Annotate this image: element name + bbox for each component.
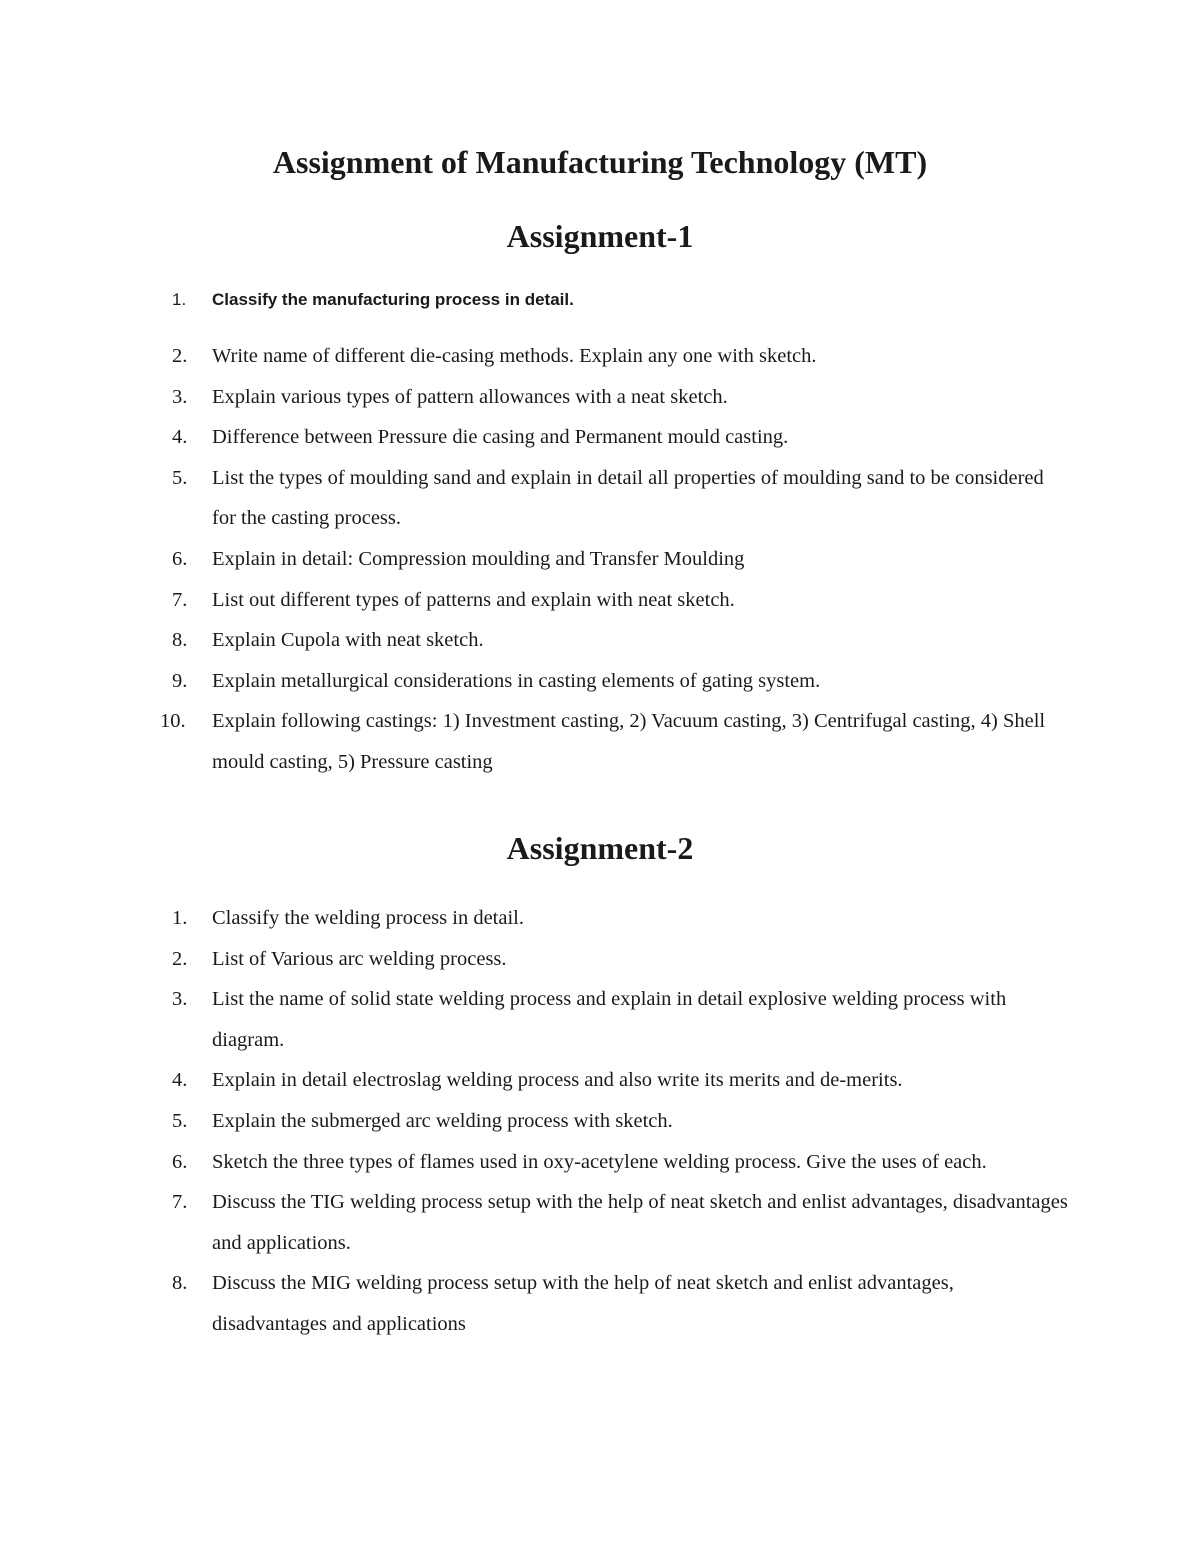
question-item — [0, 458, 1200, 539]
question-item — [0, 539, 1200, 580]
question-number: 2. — [172, 947, 188, 970]
assignment-1-heading: Assignment-1 — [506, 218, 694, 254]
question-number: 5. — [172, 1109, 188, 1132]
question-item — [0, 1101, 1200, 1142]
question-text: Write name of different die-casing methods. Explain any one with sketch. — [212, 345, 817, 367]
question-text: Difference between Pressure die casing and Permanent mould casting. — [212, 426, 789, 449]
question-number: 6. — [172, 547, 188, 570]
question-number: 10. — [160, 710, 186, 733]
question-number: 7. — [172, 1191, 188, 1214]
question-number: 8. — [172, 1272, 188, 1295]
question-text: List of Various arc welding process. — [212, 947, 507, 970]
question-text: Discuss the TIG welding process setup with the help of neat sketch and enlist advantages, disadvantages and applications. — [212, 1191, 1068, 1254]
question-text: List out different types of patterns and explain with neat sketch. — [212, 588, 735, 611]
question-text: List the types of moulding sand and explain in detail all properties of moulding sand to be considered for the casting process. — [212, 466, 1044, 530]
question-item — [0, 661, 1200, 702]
question-text: Discuss the MIG welding process setup with the help of neat sketch and enlist advantages, disadvantages and applications — [212, 1272, 954, 1335]
question-item — [0, 620, 1200, 661]
question-item — [0, 336, 1200, 377]
question-number: 6. — [172, 1150, 188, 1173]
question-item — [0, 580, 1200, 621]
question-text: Explain in detail electroslag welding process and also write its merits and de-merits. — [212, 1069, 903, 1092]
assignment-2-question-list — [0, 898, 1200, 1345]
question-number: 4. — [172, 1069, 188, 1092]
question-text: Explain metallurgical considerations in casting elements of gating system. — [212, 669, 821, 692]
question-item — [0, 979, 1200, 1060]
question-number: 1. — [172, 907, 188, 929]
question-number: 8. — [172, 629, 188, 652]
question-item — [0, 1142, 1200, 1183]
question-item — [0, 280, 1200, 320]
question-text: Explain the submerged arc welding process with sketch. — [212, 1109, 673, 1132]
question-number: 2. — [172, 345, 188, 367]
question-item — [0, 377, 1200, 418]
document-title: Assignment of Manufacturing Technology (MT) — [272, 144, 928, 180]
assignment-1-question-list — [0, 280, 1200, 783]
assignment-2-heading: Assignment-2 — [506, 830, 694, 866]
question-item — [0, 1182, 1200, 1263]
question-item — [0, 939, 1200, 980]
question-text: Explain Cupola with neat sketch. — [212, 629, 484, 652]
question-number: 4. — [172, 426, 188, 449]
question-text: List the name of solid state welding process and explain in detail explosive welding process with diagram. — [212, 988, 1007, 1051]
question-item — [0, 417, 1200, 458]
question-number: 1. — [172, 290, 187, 309]
question-number: 3. — [172, 988, 188, 1011]
question-text: Explain in detail: Compression moulding and Transfer Moulding — [212, 547, 745, 570]
question-number: 7. — [172, 588, 188, 611]
question-item — [0, 1263, 1200, 1344]
question-number: 9. — [172, 669, 188, 692]
question-text: Explain various types of pattern allowances with a neat sketch. — [212, 385, 728, 408]
question-number: 5. — [172, 466, 188, 489]
question-item — [0, 701, 1200, 782]
question-item — [0, 1060, 1200, 1101]
question-text: Explain following castings: 1) Investment casting, 2) Vacuum casting, 3) Centrifugal casting, 4) Shell mould casting, 5) Pressure casting — [212, 710, 1046, 773]
question-text: Sketch the three types of flames used in oxy-acetylene welding process. Give the uses of each. — [212, 1150, 987, 1173]
question-text: Classify the welding process in detail. — [212, 907, 524, 929]
question-text: Classify the manufacturing process in detail. — [212, 290, 574, 309]
question-number: 3. — [172, 385, 188, 408]
question-item — [0, 898, 1200, 939]
